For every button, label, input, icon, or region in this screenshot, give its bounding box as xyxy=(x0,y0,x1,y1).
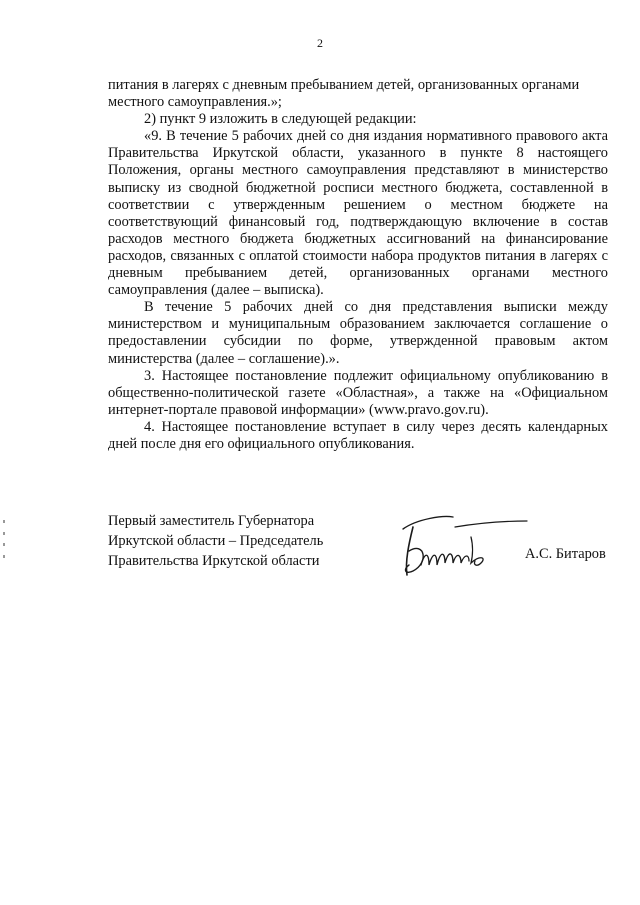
paragraph-amendment-intro: 2) пункт 9 изложить в следующей редакции: xyxy=(144,111,417,128)
signatory-title-line: Первый заместитель Губернатора xyxy=(108,513,315,529)
signatory-title xyxy=(108,511,368,571)
paragraph-continuation: питания в лагерях с дневным пребыванием детей, организованных органами местного самоуправления.»; xyxy=(108,77,580,111)
paragraph-agreement: В течение 5 рабочих дней со дня представления выписки между министерством и муниципальным образованием заключается соглашение о предоставлении субсидии по форме, утвержденной правовым актом министерства (далее – соглашение).». xyxy=(108,299,608,367)
scan-edge-mark xyxy=(3,532,5,535)
scan-edge-mark xyxy=(3,520,5,523)
paragraph-effective-date: 4. Настоящее постановление вступает в силу через десять календарных дней после дня его официального опубликования. xyxy=(108,418,608,452)
signatory-name: А.С. Битаров xyxy=(525,546,606,562)
scan-edge-mark xyxy=(3,555,5,558)
signatory-title-line: Правительства Иркутской области xyxy=(108,553,320,569)
page-number: 2 xyxy=(317,36,323,50)
paragraph-clause-9: «9. В течение 5 рабочих дней со дня издания нормативного правового акта Правительства Иркутской области, указанного в пункте 8 настоящего Положения, органы местного самоуправления представляют в министерство выписку из сводной бюджетной росписи местного бюджета, составленной в соответствии с утвержденным решением о местном бюджете на соответствующий финансовый год, подтверждающую включение в состав расходов местного бюджета бюджетных ассигнований на финансирование расходов, связанных с оплатой стоимости набора продуктов питания в лагерях с дневным пребыванием детей, организованных органами местного самоуправления (далее – выписка). xyxy=(108,128,608,299)
paragraph-publication: 3. Настоящее постановление подлежит официальному опубликованию в общественно-политической газете «Областная», а также на «Официальном интернет-портале правовой информации» (www.pravo.gov.ru). xyxy=(108,367,608,418)
signatory-title-line: Иркутской области – Председатель xyxy=(108,533,324,549)
document-body xyxy=(108,77,608,453)
handwritten-signature xyxy=(395,505,535,585)
scan-edge-mark xyxy=(3,543,5,546)
